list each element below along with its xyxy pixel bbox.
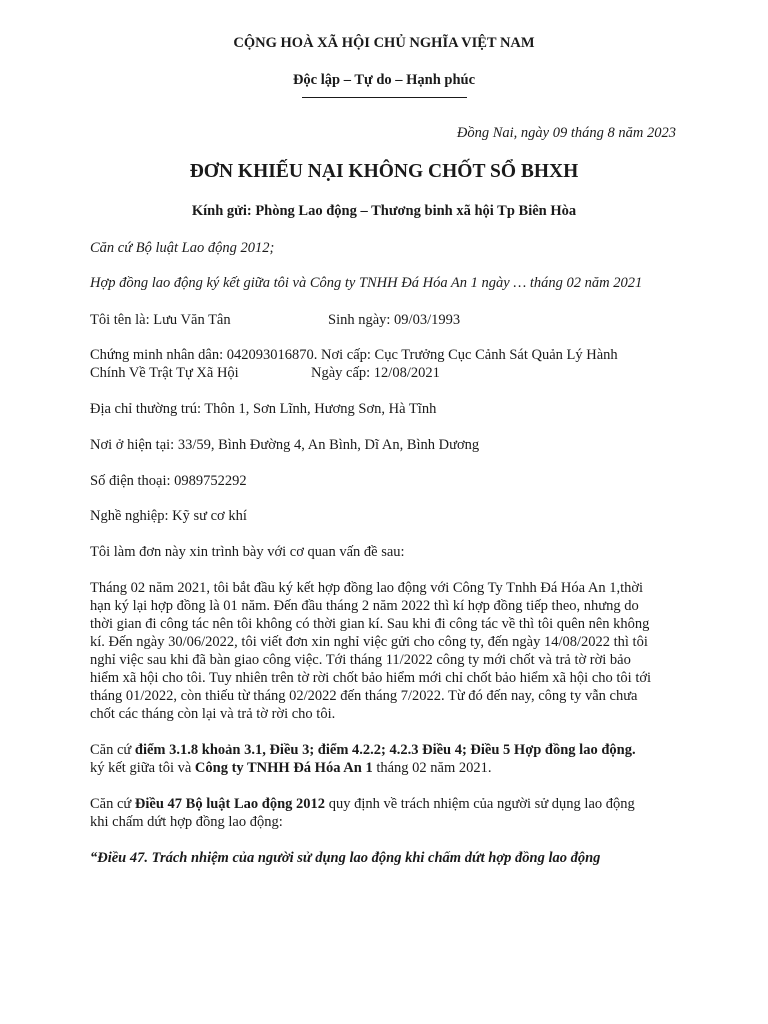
facts-line: hiểm xã hội cho tôi. Tuy nhiên trên tờ rời chốt bảo hiểm mới chỉ chốt bảo hiểm xã hội cho tôi tới [90,670,652,686]
facts-line: hạn ký lại hợp đồng là 01 năm. Đến đầu tháng 2 năm 2022 thì kí hợp đồng tiếp theo, nhưng do [90,598,639,614]
facts-line: chốt các tháng còn lại và trả tờ rời cho tôi. [90,706,336,722]
basis-contract-clauses [90,742,636,759]
basis-prefix: Căn cứ [90,742,135,758]
basis-law-line2: khi chấm dứt hợp đồng lao động: [90,814,283,830]
quoted-article-heading: “Điều 47. Trách nhiệm của người sử dụng lao động khi chấm dứt hợp đồng lao động [90,850,601,866]
contract-clauses: điểm 3.1.8 khoản 3.1, Điều 3; điểm 4.2.2; 4.2.3 Điều 4; Điều 5 Hợp đồng lao động. [134,742,636,758]
facts-line: Tháng 02 năm 2021, tôi bắt đầu ký kết hợp đồng lao động với Công Ty Tnhh Đá Hóa An 1,thời [90,580,644,596]
date-of-birth: Sinh ngày: 09/03/1993 [328,312,461,328]
basis-law-line1 [90,796,635,813]
place-date: Đồng Nai, ngày 09 tháng 8 năm 2023 [456,125,676,141]
facts-line: thời gian đi công tác nên tôi không có thời gian kí. Sau khi đi công tác về thì tôi quên nên không [90,616,650,632]
id-info-line1: Chứng minh nhân dân: 042093016870. Nơi cấp: Cục Trưởng Cục Cảnh Sát Quản Lý Hành [90,347,618,363]
motto-underline [302,97,467,98]
contract-middle: ký kết giữa tôi và [90,760,195,776]
facts-line: kí. Đến ngày 30/06/2022, tôi viết đơn xin nghỉ việc gửi cho công ty, đến ngày 14/08/2022 thì tôi [90,634,648,650]
permanent-address: Địa chỉ thường trú: Thôn 1, Sơn Lĩnh, Hương Sơn, Hà Tĩnh [90,401,437,417]
article-reference: Điều 47 Bộ luật Lao động 2012 [134,796,326,812]
facts-line: tháng 01/2022, còn thiếu từ tháng 02/2022 đến tháng 7/2022. Từ đó đến nay, công ty vẫn chưa [90,688,638,704]
id-info-issuer: Chính Về Trật Tự Xã Hội [90,365,239,381]
phone-number: Số điện thoại: 0989752292 [90,473,247,489]
id-issue-date: Ngày cấp: 12/08/2021 [311,365,440,381]
contract-suffix: tháng 02 năm 2021. [372,760,492,776]
national-motto: Độc lập – Tự do – Hạnh phúc [292,72,476,88]
basis-law-prefix: Căn cứ [90,796,135,812]
full-name: Tôi tên là: Lưu Văn Tân [90,312,231,328]
basis-contract-parties [90,760,492,777]
document-title: ĐƠN KHIẾU NẠI KHÔNG CHỐT SỔ BHXH [189,161,579,182]
company-name: Công ty TNHH Đá Hóa An 1 [194,760,373,776]
occupation: Nghề nghiệp: Kỹ sư cơ khí [90,508,247,524]
basis-law-rest: quy định về trách nhiệm của người sử dụng lao động [325,796,635,812]
national-title: CỘNG HOÀ XÃ HỘI CHỦ NGHĨA VIỆT NAM [233,35,535,51]
current-address: Nơi ở hiện tại: 33/59, Bình Đường 4, An Bình, Dĩ An, Bình Dương [90,437,480,453]
basis-contract: Hợp đồng lao động ký kết giữa tôi và Công ty TNHH Đá Hóa An 1 ngày … tháng 02 năm 2021 [90,275,643,291]
facts-line: nghỉ việc sau khi đã bàn giao công việc. Tới tháng 11/2022 công ty mới chốt và trả tờ rời bảo [90,652,631,668]
basis-law: Căn cứ Bộ luật Lao động 2012; [90,240,275,256]
recipient: Kính gửi: Phòng Lao động – Thương binh xã hội Tp Biên Hòa [191,203,577,219]
intro-statement: Tôi làm đơn này xin trình bày với cơ quan vấn đề sau: [90,544,405,560]
